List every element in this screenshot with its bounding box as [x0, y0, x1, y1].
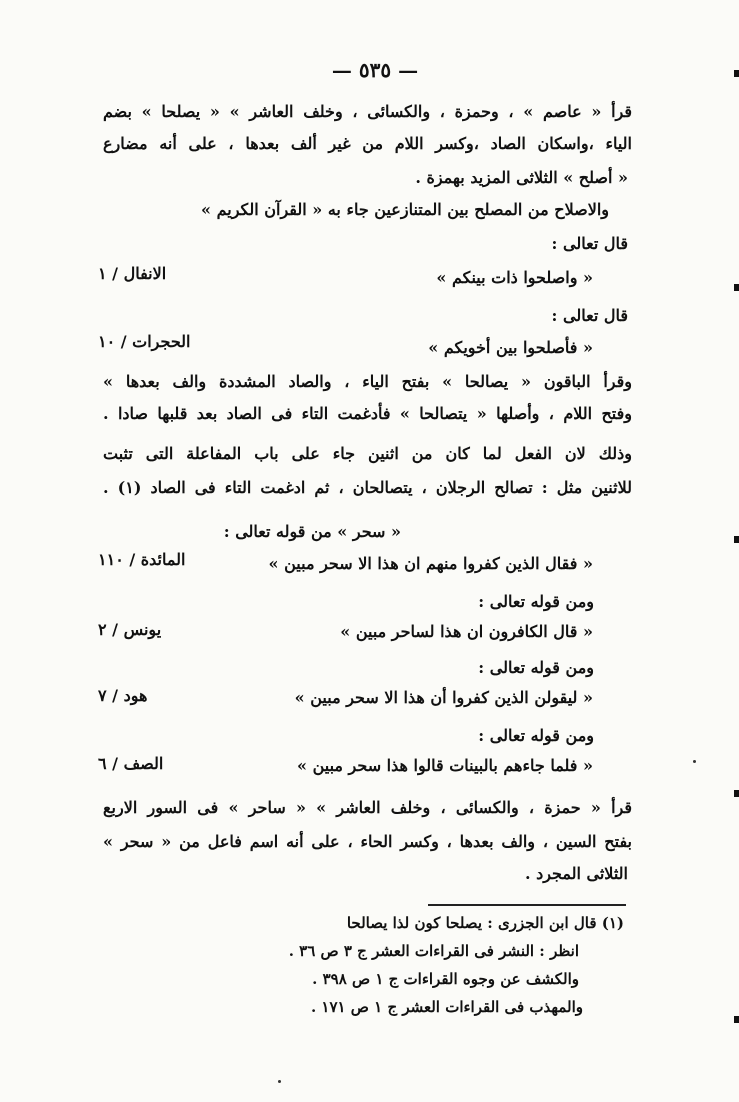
para3-line-1: وقرأ الباقون « يصالحا » بفتح الياء ، والصاد المشددة والف بعدها »: [103, 372, 632, 391]
para5-line-2: بفتح السين ، والف بعدها ، وكسر الحاء ، على أنه اسم فاعل من « سحر »: [103, 832, 632, 851]
verse-text: « واصلحوا ذات بينكم »: [436, 268, 593, 287]
verse-reference: المائدة / ١١٠: [98, 550, 186, 569]
scan-mark: [734, 70, 739, 77]
footnote-line: والمهذب فى القراءات العشر ج ١ ص ١٧١ .: [310, 998, 583, 1016]
para5-line-1: قرأ « حمزة ، والكسائى ، وخلف العاشر » « ساحر » فى السور الاربع: [103, 798, 632, 817]
verse-text: « قال الكافرون ان هذا لساحر مبين »: [340, 622, 593, 641]
para1-line-2: الياء ،واسكان الصاد ،وكسر اللام من غير ألف بعدها ، على أنه مضارع: [103, 134, 632, 153]
verse-reference: الحجرات / ١٠: [98, 332, 191, 351]
para4-line-1: وذلك لان الفعل لما كان من اثنين جاء على باب المفاعلة التى تثبت: [103, 444, 632, 463]
verse-text: « فلما جاءهم بالبينات قالوا هذا سحر مبين »: [297, 756, 593, 775]
verse-reference: الصف / ٦: [98, 754, 164, 773]
verse-text: « فأصلحوا بين أخويكم »: [428, 338, 593, 357]
scan-mark: [734, 536, 739, 543]
footnote-rule: [428, 904, 626, 906]
footnote-line: (١) قال ابن الجزرى : يصلحا كون لذا يصالحا: [346, 914, 624, 932]
para3-line-2: وفتح اللام ، وأصلها « يتصالحا » فأدغمت التاء فى الصاد بعد قلبها صادا .: [103, 404, 632, 423]
para2: والاصلاح من المصلح بين المتنازعين جاء به « القرآن الكريم »: [201, 200, 609, 219]
para4-line-2: للاثنين مثل : تصالح الرجلان ، يتصالحان ، ثم ادغمت التاء فى الصاد (١) .: [103, 478, 632, 497]
scan-mark: [734, 284, 739, 291]
verse-text: « فقال الذين كفروا منهم ان هذا الا سحر مبين »: [268, 554, 593, 573]
verse-reference: الانفال / ١: [98, 264, 167, 283]
quote-intro: ومن قوله تعالى :: [478, 592, 594, 611]
scan-speck: [278, 1080, 281, 1083]
para5-line-3: الثلاثى المجرد .: [524, 864, 628, 883]
quote-intro: ومن قوله تعالى :: [478, 658, 594, 677]
sihr-intro: « سحر » من قوله تعالى :: [223, 522, 401, 541]
quote-intro: قال تعالى :: [551, 234, 628, 253]
verse-reference: هود / ٧: [98, 686, 148, 705]
quote-intro: قال تعالى :: [551, 306, 628, 325]
para1-line-3: « أصلح » الثلاثى المزيد بهمزة .: [415, 168, 628, 187]
footnote-line: والكشف عن وجوه القراءات ج ١ ص ٣٩٨ .: [312, 970, 579, 988]
page-number: — ٥٣٥ —: [331, 58, 419, 82]
scan-mark: [734, 790, 739, 797]
scan-mark: [734, 1016, 739, 1023]
quote-intro: ومن قوله تعالى :: [478, 726, 594, 745]
verse-reference: يونس / ٢: [98, 620, 162, 639]
scan-speck: [693, 760, 696, 763]
para1-line-1: قرأ « عاصم » ، وحمزة ، والكسائى ، وخلف العاشر » « يصلحا » بضم: [103, 102, 632, 121]
verse-text: « ليقولن الذين كفروا أن هذا الا سحر مبين »: [294, 688, 593, 707]
footnote-line: انظر : النشر فى القراءات العشر ج ٣ ص ٣٦ .: [288, 942, 579, 960]
